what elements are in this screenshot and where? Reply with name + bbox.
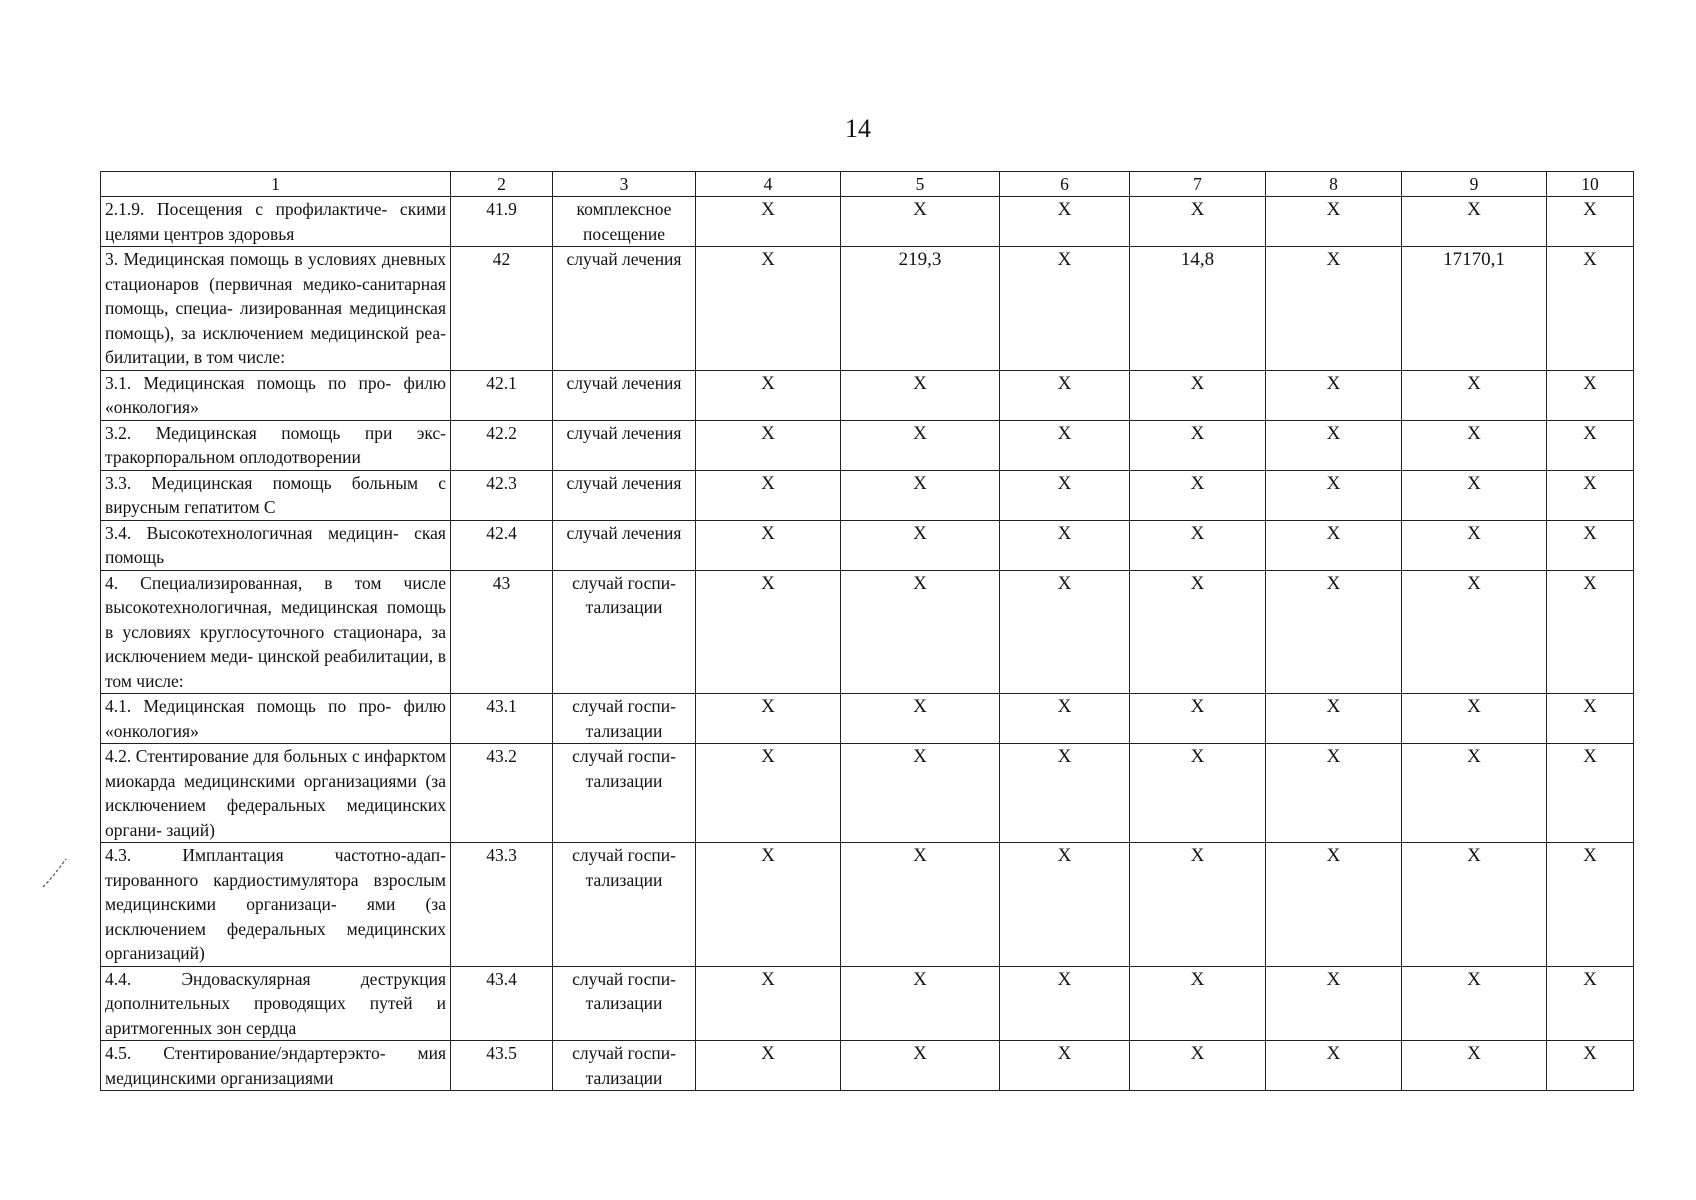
table-row (101, 843, 1634, 967)
value-cell: Х (1547, 1041, 1634, 1091)
value-cell: Х (1266, 744, 1402, 843)
value-cell: Х (696, 520, 841, 570)
value-cell: Х (1000, 247, 1130, 371)
row-name-cell: 3.3. Медицинская помощь больным с вирусным гепатитом С (101, 470, 451, 520)
value-cell: Х (1130, 420, 1266, 470)
value-cell: Х (1130, 1041, 1266, 1091)
value-cell: Х (841, 197, 1000, 247)
value-cell: Х (1402, 197, 1547, 247)
row-name-cell: 3.1. Медицинская помощь по про- филю «онкология» (101, 370, 451, 420)
value-cell: Х (1402, 744, 1547, 843)
row-code-cell: 43.1 (451, 694, 553, 744)
row-name-cell: 4.5. Стентирование/эндартерэкто- мия медицинскими организациями (101, 1041, 451, 1091)
table-row (101, 370, 1634, 420)
table-row (101, 966, 1634, 1041)
row-unit-cell: случай лечения (553, 520, 696, 570)
row-name-cell: 4.3. Имплантация частотно-адап- тированного кардиостимулятора взрослым медицинскими организаци- ями (за исключением федеральных медицинских организаций) (101, 843, 451, 967)
row-unit-cell: случай госпи- тализации (553, 843, 696, 967)
row-name-cell: 2.1.9. Посещения с профилактиче- скими целями центров здоровья (101, 197, 451, 247)
value-cell: Х (696, 420, 841, 470)
value-cell: Х (1547, 520, 1634, 570)
pen-mark (40, 856, 70, 890)
value-cell: Х (696, 470, 841, 520)
header-cell: 4 (696, 172, 841, 197)
header-cell: 3 (553, 172, 696, 197)
page-number: 14 (845, 114, 871, 143)
value-cell: Х (1402, 470, 1547, 520)
value-cell: Х (1547, 247, 1634, 371)
value-cell: Х (1000, 470, 1130, 520)
value-cell: Х (1266, 570, 1402, 694)
value-cell: Х (841, 520, 1000, 570)
value-cell: Х (841, 1041, 1000, 1091)
row-unit-cell: случай госпи- тализации (553, 966, 696, 1041)
row-code-cell: 42.4 (451, 520, 553, 570)
value-cell: Х (841, 843, 1000, 967)
value-cell: Х (696, 247, 841, 371)
value-cell: Х (841, 420, 1000, 470)
value-cell: Х (1402, 694, 1547, 744)
value-cell: Х (1266, 966, 1402, 1041)
table-row (101, 197, 1634, 247)
value-cell: Х (1266, 520, 1402, 570)
value-cell: Х (1000, 370, 1130, 420)
value-cell: Х (1130, 744, 1266, 843)
value-cell: Х (696, 966, 841, 1041)
row-code-cell: 43 (451, 570, 553, 694)
row-unit-cell: случай госпи- тализации (553, 744, 696, 843)
header-cell: 7 (1130, 172, 1266, 197)
row-code-cell: 42.3 (451, 470, 553, 520)
row-code-cell: 42 (451, 247, 553, 371)
value-cell: Х (1000, 520, 1130, 570)
value-cell: Х (1547, 470, 1634, 520)
row-code-cell: 43.4 (451, 966, 553, 1041)
value-cell: Х (1547, 843, 1634, 967)
value-cell: Х (1402, 570, 1547, 694)
row-code-cell: 43.5 (451, 1041, 553, 1091)
value-cell: Х (1402, 420, 1547, 470)
header-cell: 10 (1547, 172, 1634, 197)
value-cell: Х (1547, 420, 1634, 470)
value-cell: 17170,1 (1402, 247, 1547, 371)
value-cell: Х (1266, 470, 1402, 520)
value-cell: Х (1130, 470, 1266, 520)
value-cell: Х (1266, 1041, 1402, 1091)
row-code-cell: 42.1 (451, 370, 553, 420)
value-cell: Х (1402, 1041, 1547, 1091)
row-code-cell: 41.9 (451, 197, 553, 247)
value-cell: Х (696, 370, 841, 420)
value-cell: Х (1547, 966, 1634, 1041)
value-cell: Х (1000, 694, 1130, 744)
header-cell: 9 (1402, 172, 1547, 197)
value-cell: 219,3 (841, 247, 1000, 371)
value-cell: Х (1547, 197, 1634, 247)
row-name-cell: 4. Специализированная, в том числе высокотехнологичная, медицинская помощь в условиях круглосуточного стационара, за исключением меди- цинской реабилитации, в том числе: (101, 570, 451, 694)
value-cell: Х (696, 197, 841, 247)
value-cell: Х (696, 694, 841, 744)
value-cell: Х (1402, 966, 1547, 1041)
value-cell: Х (696, 744, 841, 843)
row-name-cell: 3. Медицинская помощь в условиях дневных стационаров (первичная медико-санитарная помощь, специа- лизированная медицинская помощь), за исключением медицинской реа- билитации, в том числе: (101, 247, 451, 371)
table-row (101, 1041, 1634, 1091)
value-cell: Х (1547, 370, 1634, 420)
value-cell: Х (1130, 370, 1266, 420)
table-row (101, 744, 1634, 843)
table-row (101, 694, 1634, 744)
value-cell: Х (1000, 1041, 1130, 1091)
row-unit-cell: комплексное посещение (553, 197, 696, 247)
header-cell: 2 (451, 172, 553, 197)
value-cell: Х (1000, 744, 1130, 843)
value-cell: Х (841, 744, 1000, 843)
value-cell: Х (1266, 197, 1402, 247)
row-unit-cell: случай лечения (553, 420, 696, 470)
value-cell: Х (1000, 420, 1130, 470)
row-unit-cell: случай госпи- тализации (553, 570, 696, 694)
value-cell: Х (1130, 966, 1266, 1041)
value-cell: Х (696, 570, 841, 694)
header-row (101, 172, 1634, 197)
value-cell: Х (1402, 843, 1547, 967)
header-cell: 6 (1000, 172, 1130, 197)
value-cell: Х (1547, 744, 1634, 843)
row-name-cell: 3.4. Высокотехнологичная медицин- ская помощь (101, 520, 451, 570)
value-cell: Х (1266, 420, 1402, 470)
row-code-cell: 43.2 (451, 744, 553, 843)
value-cell: Х (696, 1041, 841, 1091)
value-cell: Х (1402, 370, 1547, 420)
table-row (101, 420, 1634, 470)
value-cell: Х (1266, 843, 1402, 967)
row-name-cell: 4.2. Стентирование для больных с инфарктом миокарда медицинскими организациями (за исключением федеральных медицинских органи- заций) (101, 744, 451, 843)
row-code-cell: 43.3 (451, 843, 553, 967)
value-cell: 14,8 (1130, 247, 1266, 371)
header-cell: 5 (841, 172, 1000, 197)
value-cell: Х (1130, 520, 1266, 570)
table-row (101, 247, 1634, 371)
value-cell: Х (1266, 370, 1402, 420)
value-cell: Х (841, 470, 1000, 520)
row-code-cell: 42.2 (451, 420, 553, 470)
row-name-cell: 4.4. Эндоваскулярная деструкция дополнительных проводящих путей и аритмогенных зон сердца (101, 966, 451, 1041)
value-cell: Х (1000, 843, 1130, 967)
row-name-cell: 4.1. Медицинская помощь по про- филю «онкология» (101, 694, 451, 744)
value-cell: Х (841, 570, 1000, 694)
value-cell: Х (1000, 197, 1130, 247)
table-body (101, 172, 1634, 1091)
value-cell: Х (1130, 694, 1266, 744)
value-cell: Х (1130, 843, 1266, 967)
row-unit-cell: случай лечения (553, 470, 696, 520)
value-cell: Х (1000, 966, 1130, 1041)
row-unit-cell: случай госпи- тализации (553, 1041, 696, 1091)
header-cell: 8 (1266, 172, 1402, 197)
table-row (101, 520, 1634, 570)
row-unit-cell: случай лечения (553, 370, 696, 420)
table-row (101, 470, 1634, 520)
value-cell: Х (1130, 570, 1266, 694)
value-cell: Х (1130, 197, 1266, 247)
value-cell: Х (696, 843, 841, 967)
value-cell: Х (841, 370, 1000, 420)
value-cell: Х (1547, 694, 1634, 744)
table-row (101, 570, 1634, 694)
value-cell: Х (1547, 570, 1634, 694)
value-cell: Х (1402, 520, 1547, 570)
value-cell: Х (841, 694, 1000, 744)
value-cell: Х (1266, 694, 1402, 744)
value-cell: Х (841, 966, 1000, 1041)
header-cell: 1 (101, 172, 451, 197)
value-cell: Х (1266, 247, 1402, 371)
row-unit-cell: случай лечения (553, 247, 696, 371)
row-unit-cell: случай госпи- тализации (553, 694, 696, 744)
value-cell: Х (1000, 570, 1130, 694)
data-table (100, 171, 1634, 1091)
row-name-cell: 3.2. Медицинская помощь при экс- тракорпоральном оплодотворении (101, 420, 451, 470)
